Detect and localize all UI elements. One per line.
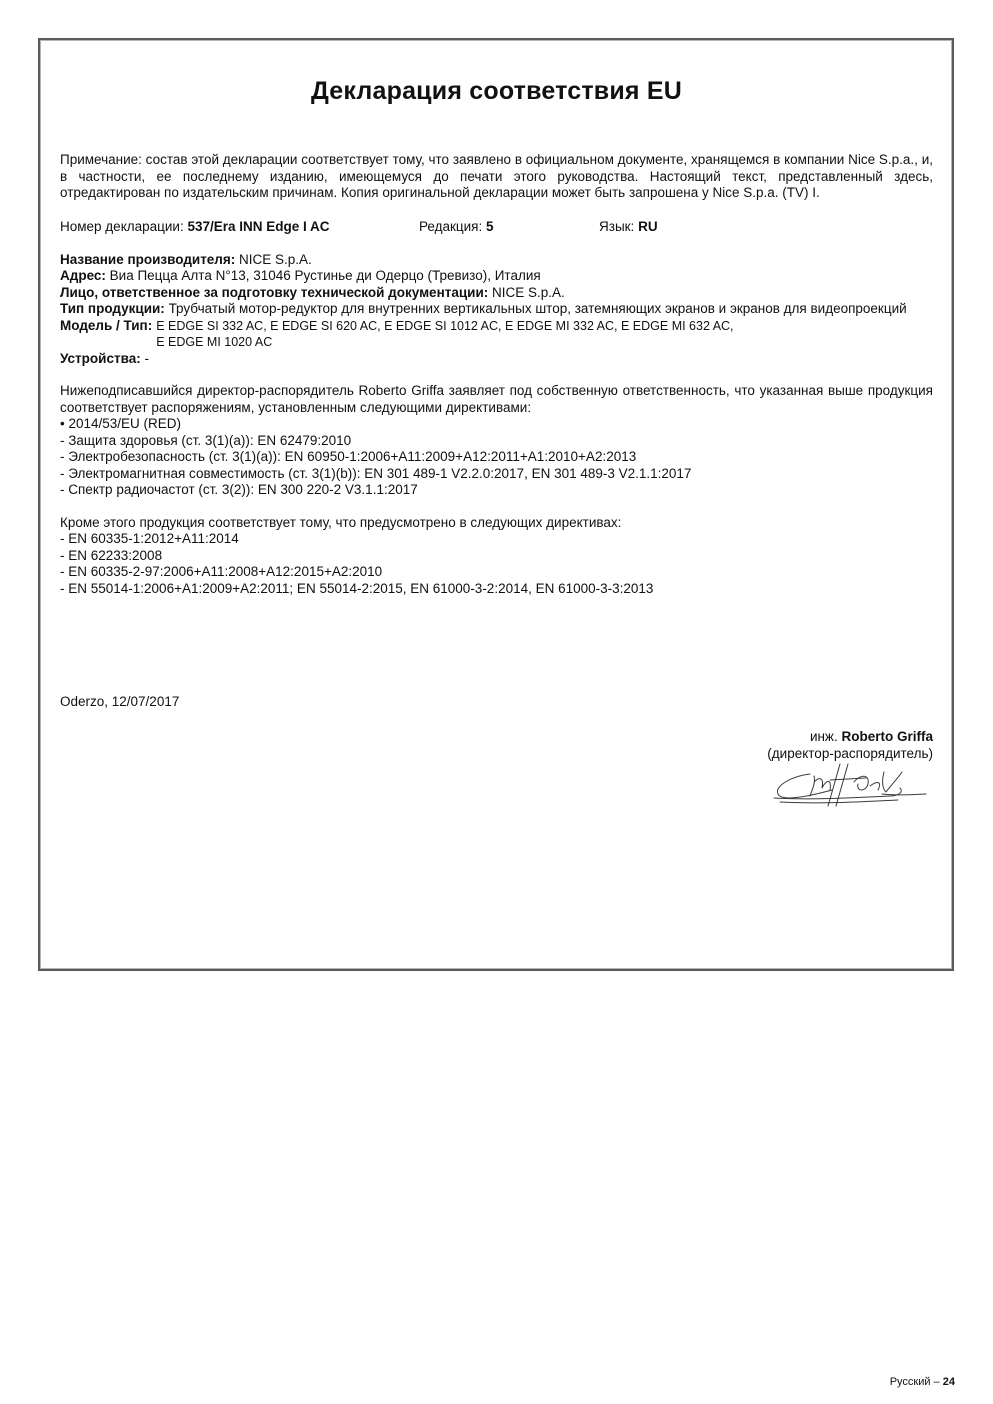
product-type: Тип продукции: Трубчатый мотор-редуктор для внутренних вертикальных штор, затемняющих экранов и экранов для видеопроекций	[60, 301, 907, 316]
declaration-language: Язык: RU	[599, 218, 658, 234]
list-item: - Спектр радиочастот (ст. 3(2)): EN 300 220-2 V3.1.1:2017	[60, 482, 418, 497]
standards-list	[60, 531, 933, 597]
manufacturer-name: Название производителя: NICE S.p.A.	[60, 251, 312, 267]
declaration-body	[60, 152, 933, 597]
model-type: Модель / Тип: E EDGE SI 332 AC, E EDGE SI 620 AC, E EDGE SI 1012 AC, E EDGE MI 332 AC, E EDGE MI 632 AC, E EDGE MI 1020 AC	[60, 317, 734, 349]
model-line-1: E EDGE SI 332 AC, E EDGE SI 620 AC, E EDGE SI 1012 AC, E EDGE MI 332 AC, E EDGE MI 632 AC,	[156, 318, 734, 333]
technical-documentation: Лицо, ответственное за подготовку технической документации: NICE S.p.A.	[60, 284, 565, 300]
handwritten-signature	[770, 760, 930, 810]
statement-paragraph: Нижеподписавшийся директор-распорядитель Roberto Griffa заявляет под собственную ответственность, что указанная выше продукция соответствует распоряжениям, установленным следующими директивами:	[60, 383, 933, 415]
list-item: - EN 62233:2008	[60, 547, 163, 563]
list-item: • 2014/53/EU (RED)	[60, 416, 182, 431]
manufacturer-address: Адрес: Виа Пецца Алта N°13, 31046 Рустинье ди Одерцо (Тревизо), Италия	[60, 268, 541, 283]
list-item: - Защита здоровья (ст. 3(1)(a)): EN 62479:2010	[60, 432, 352, 448]
page-number: 24	[942, 1376, 955, 1388]
footer-language: Русский –	[889, 1376, 940, 1388]
declaration-number: Номер декларации: 537/Era INN Edge I AC	[60, 218, 330, 234]
signatory-block	[767, 728, 933, 762]
directives-list	[60, 416, 933, 499]
declaration-info-row	[60, 219, 933, 236]
list-item: - EN 60335-2-97:2006+A11:2008+A12:2015+A2:2010	[60, 564, 383, 579]
list-item: - EN 60335-1:2012+A11:2014	[60, 531, 239, 546]
list-item: - Электромагнитная совместимость (ст. 3(1)(b)): EN 301 489-1 V2.2.0:2017, EN 301 489-3 V2.1.1:2017	[60, 465, 692, 481]
manufacturer-block	[60, 252, 933, 368]
list-item: - EN 55014-1:2006+A1:2009+A2:2011; EN 55014-2:2015, EN 61000-3-2:2014, EN 61000-3-3:2013	[60, 580, 654, 596]
page-title: Декларация соответствия EU	[310, 77, 682, 105]
devices: Устройства: -	[60, 350, 149, 366]
declaration-edition: Редакция: 5	[419, 218, 494, 234]
signatory-name: инж. Roberto Griffa	[809, 729, 933, 744]
also-statement: Кроме этого продукция соответствует тому, что предусмотрено в следующих директивах:	[60, 514, 622, 530]
model-line-2: E EDGE MI 1020 AC	[156, 335, 273, 349]
note-paragraph: Примечание: состав этой декларации соответствует тому, что заявлено в официальном документе, хранящемся в компании Nice S.p.a., и, в частности, ее последнему изданию, имеющемуся до печати этого руководства. Настоящий текст, представленный здесь, отредактирован по издательским причинам. Копия оригинальной декларации может быть запрошена у Nice S.p.a. (TV) I.	[60, 152, 933, 200]
page-footer	[890, 1376, 955, 1388]
signatory-role: (директор-распорядитель)	[767, 746, 933, 761]
list-item: - Электробезопасность (ст. 3(1)(a)): EN 60950-1:2006+A11:2009+A12:2011+A1:2010+A2:2013	[60, 449, 637, 464]
date-place: Oderzo, 12/07/2017	[60, 694, 180, 709]
